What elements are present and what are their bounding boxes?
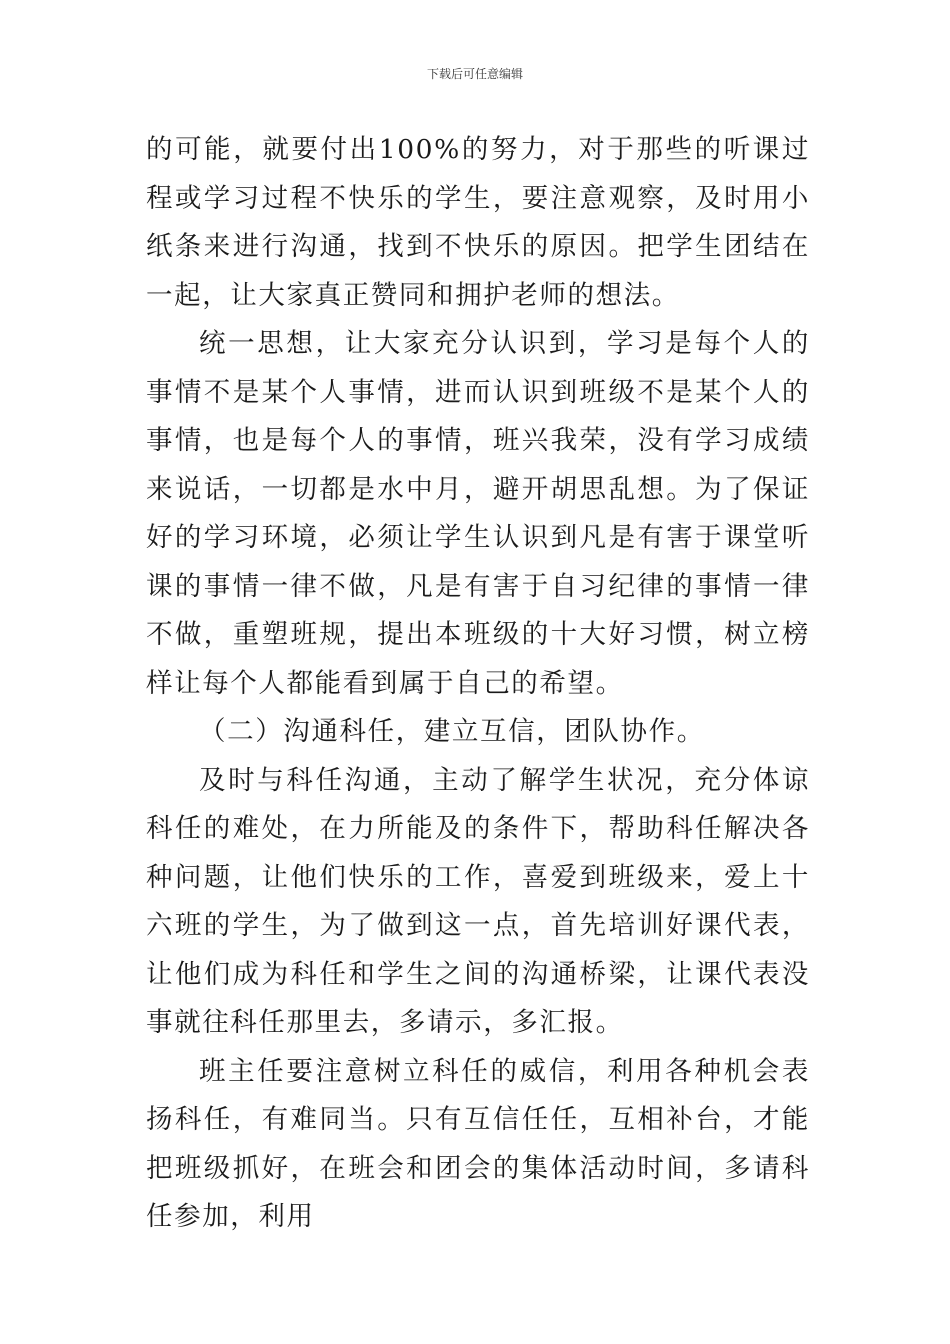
paragraph-continuation: 的可能，就要付出100%的努力，对于那些的听课过程或学习过程不快乐的学生，要注意观察，及时用小纸条来进行沟通，找到不快乐的原因。把学生团结在一起，让大家真正赞同和拥护老师的想法。 xyxy=(146,134,810,311)
section-heading: （二）沟通科任，建立互信，团队协作。 xyxy=(199,716,705,747)
paragraph: 班主任要注意树立科任的威信，利用各种机会表扬科任，有难同当。只有互信任任，互相补台，才能把班级抓好，在班会和团会的集体活动时间，多请科任参加，利用 xyxy=(146,1055,810,1232)
paragraph: 统一思想，让大家充分认识到，学习是每个人的事情不是某个人事情，进而认识到班级不是某个人的事情，也是每个人的事情，班兴我荣，没有学习成绩来说话，一切都是水中月，避开胡思乱想。为了保证好的学习环境，必须让学生认识到凡是有害于课堂听课的事情一律不做，凡是有害于自习纪律的事情一律不做，重塑班规，提出本班级的十大好习惯，树立榜样让每个人都能看到属于自己的希望。 xyxy=(146,328,810,699)
paragraph: 及时与科任沟通，主动了解学生状况，充分体谅科任的难处，在力所能及的条件下，帮助科任解决各种问题，让他们快乐的工作，喜爱到班级来，爱上十六班的学生，为了做到这一点，首先培训好课代表，让他们成为科任和学生之间的沟通桥梁，让课代表没事就往科任那里去，多请示，多汇报。 xyxy=(146,764,810,1038)
document-body xyxy=(146,126,810,1242)
page-header: 下载后可任意编辑 xyxy=(426,67,523,81)
